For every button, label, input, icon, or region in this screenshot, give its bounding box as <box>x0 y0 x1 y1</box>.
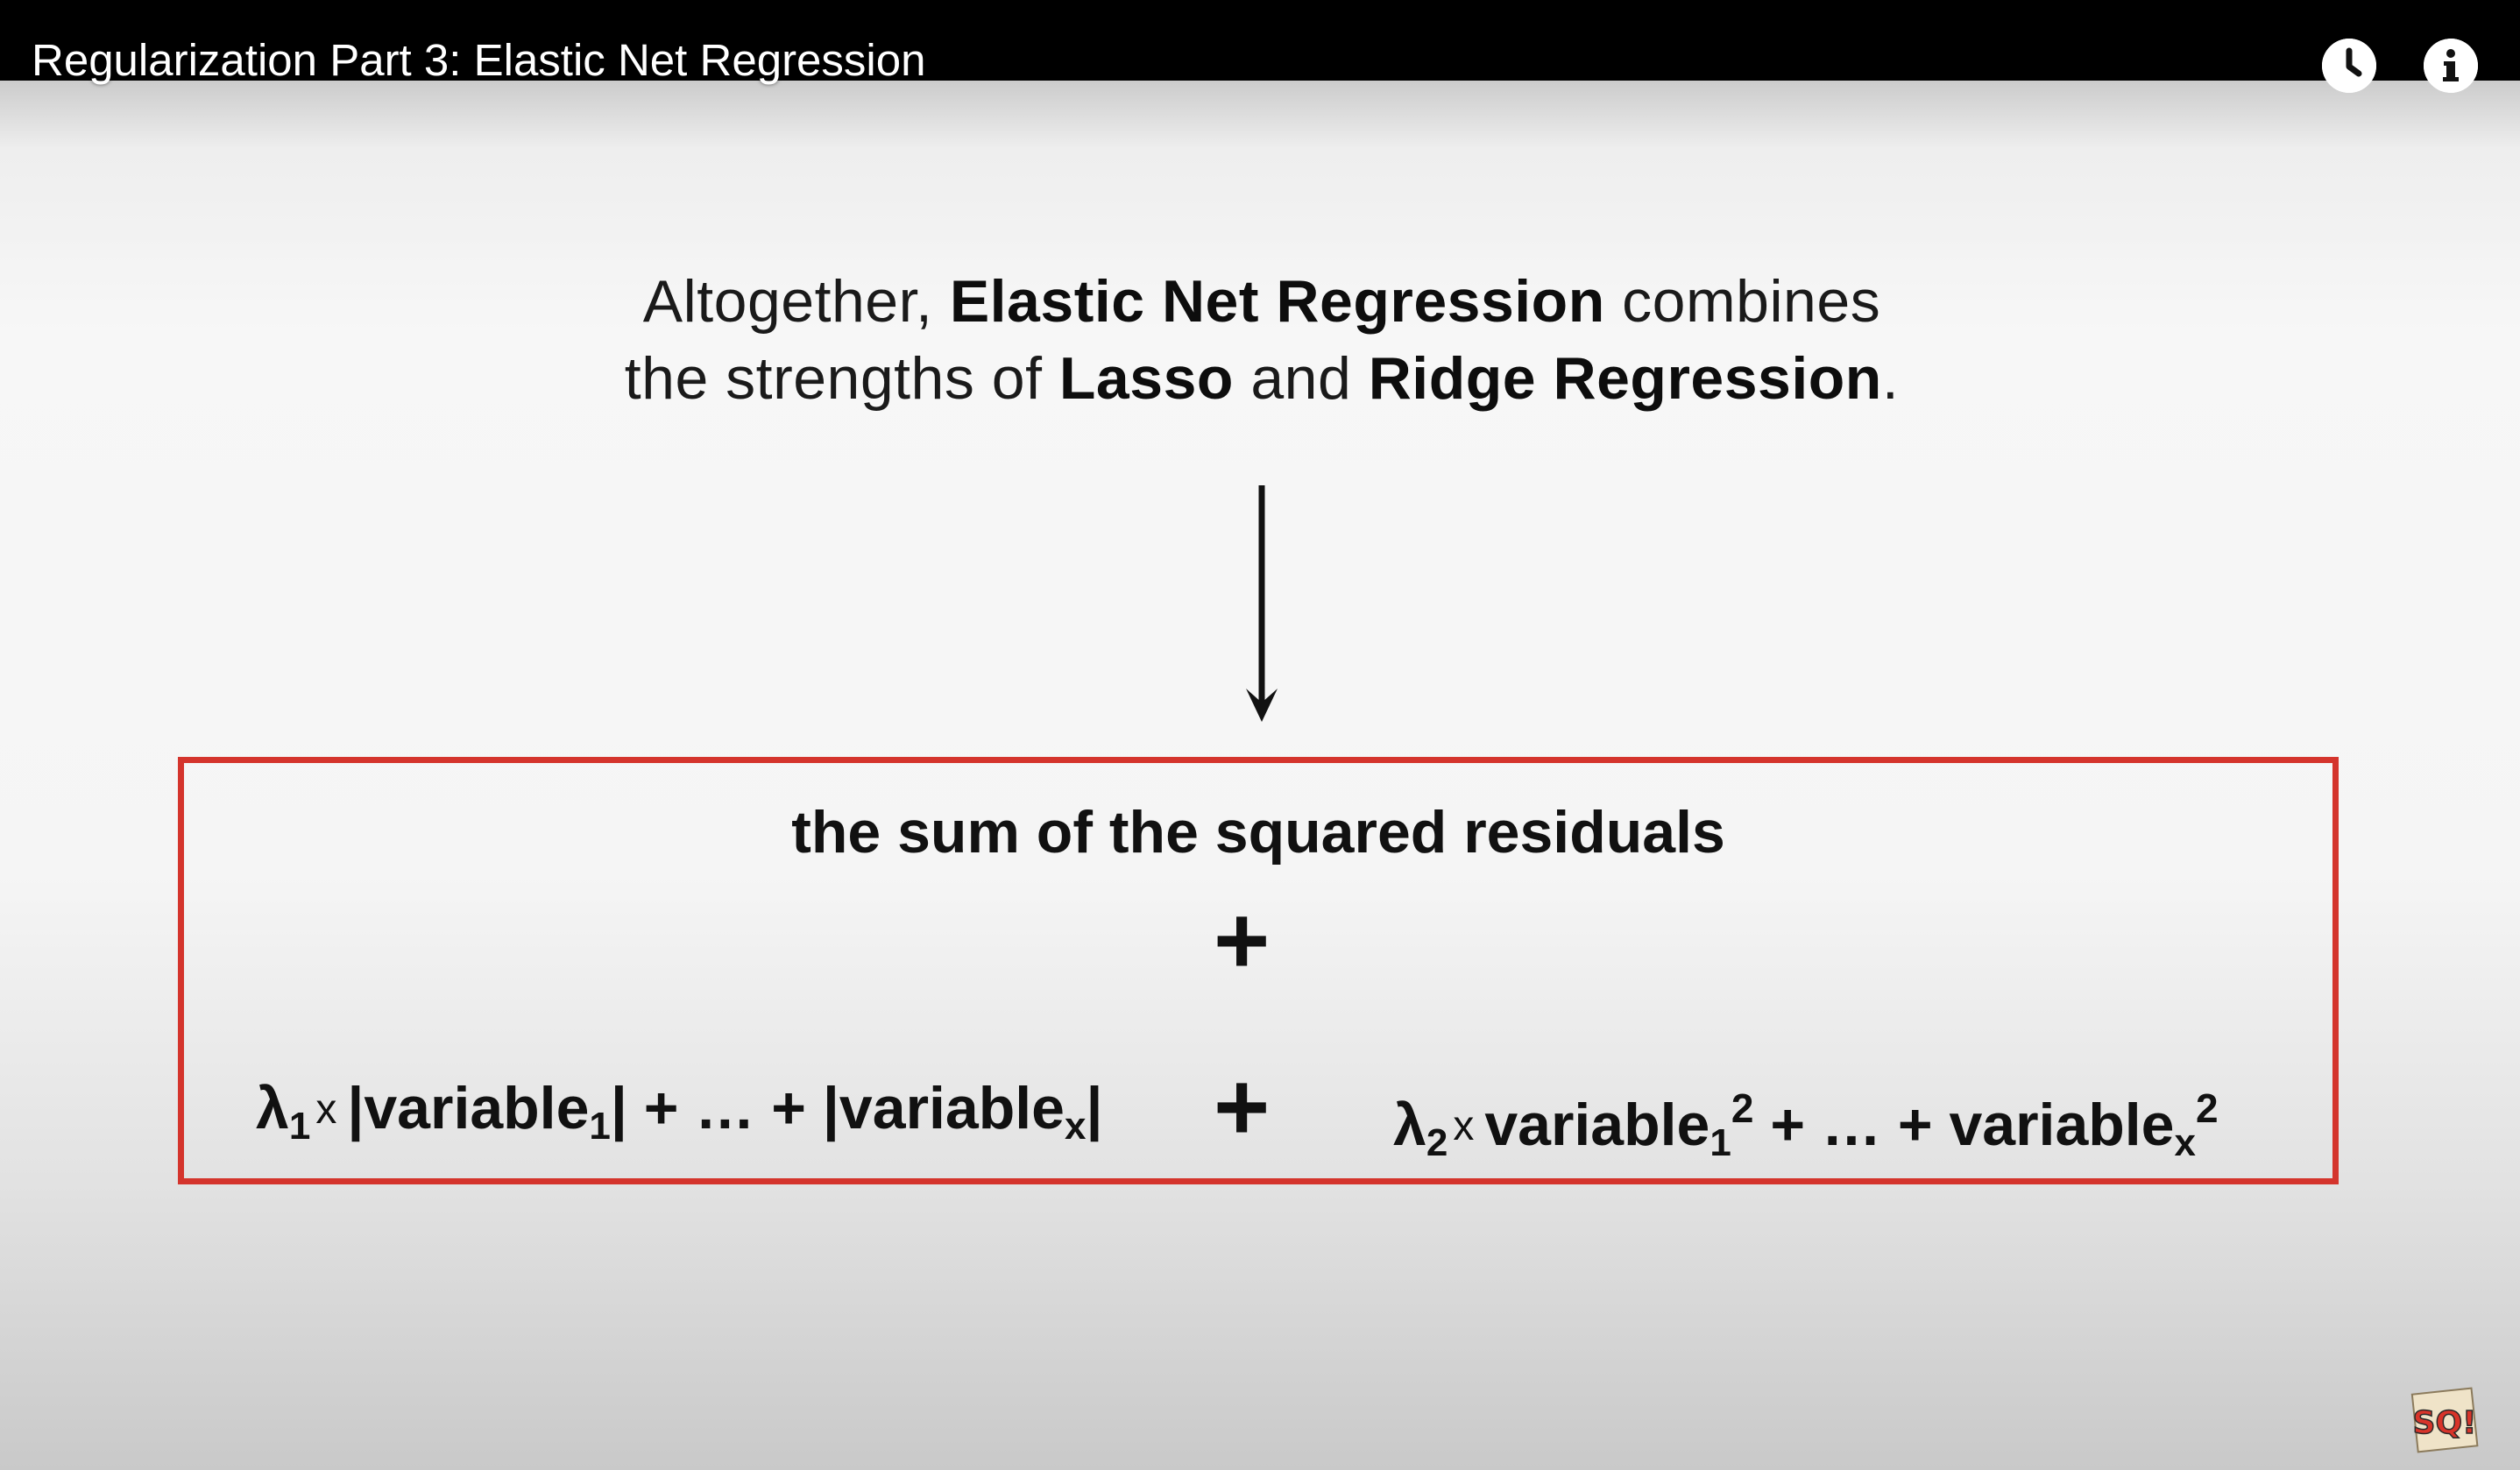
formula-text: + … + variable <box>1753 1092 2175 1158</box>
intro-line-2 <box>526 340 1998 417</box>
clock-icon <box>2322 39 2376 93</box>
formula-text: variable <box>1484 1092 1710 1158</box>
times-sign: x <box>1453 1103 1475 1149</box>
variable-subscript: 1 <box>1709 1121 1731 1164</box>
variable-subscript: x <box>1065 1105 1087 1148</box>
square-superscript: 2 <box>2196 1085 2219 1131</box>
formula-text: | + … + |variable <box>610 1075 1065 1141</box>
info-icon <box>2424 39 2478 93</box>
times-sign: x <box>315 1086 337 1133</box>
intro-text: combines <box>1622 268 1881 335</box>
intro-text: and <box>1250 345 1352 412</box>
variable-subscript: 1 <box>589 1105 611 1148</box>
slide-intro-text <box>526 263 1998 417</box>
plus-sign: + <box>1214 1053 1271 1161</box>
lambda-symbol: λ <box>256 1075 289 1141</box>
formula-text: |variable <box>347 1075 590 1141</box>
lasso-term: Lasso <box>1058 345 1234 412</box>
info-button[interactable] <box>2424 39 2478 93</box>
video-title[interactable]: Regularization Part 3: Elastic Net Regression <box>32 35 926 85</box>
plus-sign: + <box>1214 887 1271 994</box>
lambda-subscript: 2 <box>1426 1121 1448 1164</box>
ridge-term: Ridge Regression <box>1368 345 1882 412</box>
channel-logo[interactable] <box>2410 1384 2480 1454</box>
sum-squared-residuals: the sum of the squared residuals <box>791 799 1725 866</box>
svg-text:SQ!: SQ! <box>2412 1405 2477 1441</box>
intro-line-1 <box>526 263 1998 340</box>
lambda-symbol: λ <box>1393 1092 1426 1158</box>
intro-text: the strengths of <box>624 345 1043 412</box>
intro-period: . <box>1881 345 1900 412</box>
square-superscript: 2 <box>1731 1085 1754 1131</box>
down-arrow-icon <box>1241 484 1283 729</box>
formula-text: | <box>1086 1075 1103 1141</box>
elastic-net-term: Elastic Net Regression <box>949 268 1605 335</box>
watch-later-button[interactable] <box>2322 39 2376 93</box>
lasso-penalty-term <box>256 1073 1103 1162</box>
lambda-subscript: 1 <box>288 1105 311 1148</box>
intro-text: Altogether, <box>642 268 933 335</box>
variable-subscript: x <box>2174 1121 2196 1164</box>
ridge-penalty-term <box>1393 1073 2219 1178</box>
formula-box <box>178 757 2339 1184</box>
